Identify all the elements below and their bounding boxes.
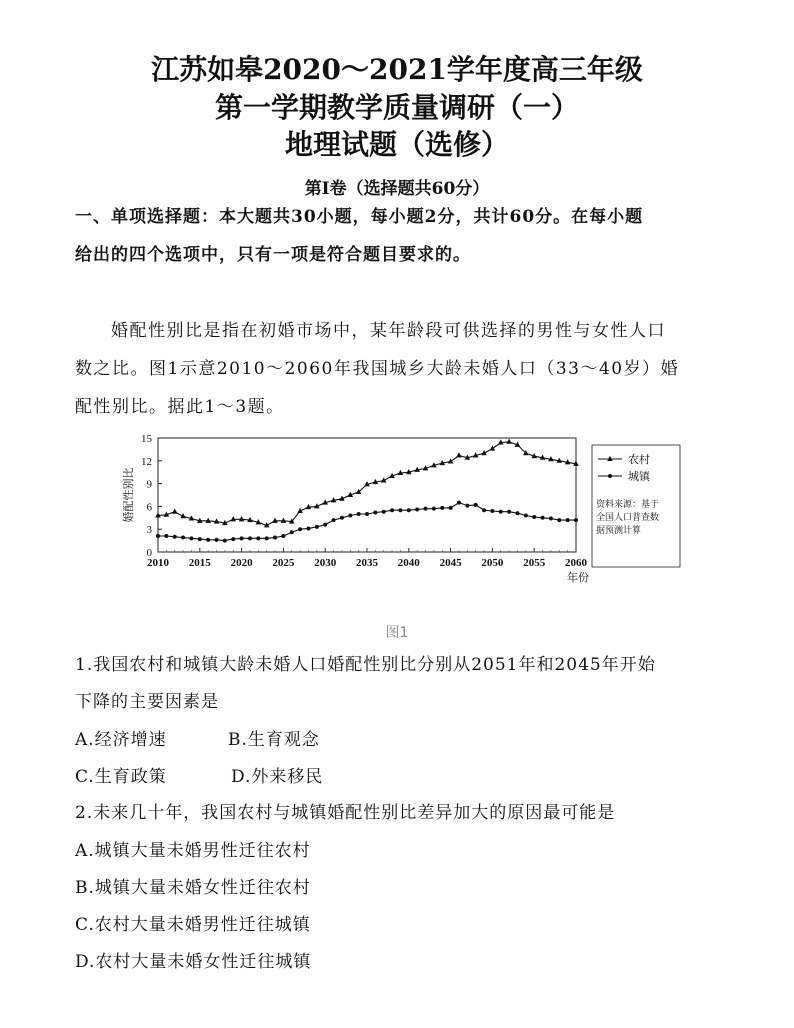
- urban-point: [298, 527, 302, 531]
- x-axis-label: 年份: [567, 571, 589, 584]
- source-note-line: 全国人口普查数: [596, 513, 660, 523]
- q2-option-c: C.农村大量未婚男性迁往城镇: [75, 915, 311, 935]
- urban-point: [215, 538, 219, 542]
- urban-point: [206, 538, 210, 542]
- urban-point: [198, 537, 202, 541]
- rural-point: [230, 516, 236, 521]
- legend-label: 城镇: [628, 470, 650, 483]
- urban-point: [281, 534, 285, 538]
- y-tick-label: 9: [146, 478, 152, 491]
- urban-point: [173, 535, 177, 539]
- part-heading: 第Ⅰ卷（选择题共60分）: [304, 179, 490, 199]
- q1-option-c: C.生育政策: [75, 767, 167, 787]
- urban-point: [315, 525, 319, 529]
- q1-option-d: D.外来移民: [231, 767, 324, 787]
- x-tick-label: 2020: [230, 557, 253, 569]
- urban-point: [474, 503, 478, 507]
- urban-point: [557, 518, 561, 522]
- source-note-line: 资料来源：基于: [596, 500, 660, 510]
- x-tick-label: 2010: [147, 557, 169, 569]
- exam-title-line1: 江苏如皋2020～2021学年度高三年级: [151, 53, 643, 86]
- x-tick-label: 2035: [356, 557, 378, 569]
- y-tick-label: 15: [141, 433, 152, 445]
- rural-point: [506, 439, 512, 444]
- urban-point: [424, 507, 428, 511]
- rural-point: [281, 518, 287, 523]
- section-instruction: [75, 198, 725, 274]
- q2-option-a: A.城镇大量未婚男性迁往农村: [75, 841, 311, 861]
- y-tick-label: 0: [146, 547, 152, 559]
- q1-stem-line2: 下降的主要因素是: [75, 692, 219, 712]
- y-tick-label: 6: [146, 501, 152, 514]
- q1-option-b: B.生育观念: [228, 730, 320, 750]
- urban-point: [265, 536, 269, 540]
- rural-point: [239, 516, 245, 521]
- legend-circle-marker: [608, 474, 612, 478]
- urban-point: [415, 507, 419, 511]
- source-note-line: 据预测计算: [596, 526, 642, 536]
- urban-point: [449, 506, 453, 510]
- urban-point: [189, 536, 193, 540]
- q1-stem-line1: 1.我国农村和城镇大龄未婚人口婚配性别比分别从2051年和2045年开始: [75, 655, 656, 675]
- urban-point: [373, 510, 377, 514]
- urban-point: [566, 518, 570, 522]
- figure-caption: 图1: [385, 625, 409, 641]
- rural-point: [490, 445, 496, 450]
- section-instruction-line1: 一、单项选择题：本大题共30小题，每小题2分，共计60分。在每小题: [75, 207, 644, 227]
- legend-triangle-marker: [607, 456, 613, 461]
- urban-point: [290, 530, 294, 534]
- urban-point: [532, 515, 536, 519]
- series-line-urban: [158, 503, 576, 541]
- urban-point: [490, 509, 494, 513]
- urban-point: [465, 504, 469, 508]
- urban-point: [357, 512, 361, 516]
- urban-point: [574, 518, 578, 522]
- urban-point: [164, 534, 168, 538]
- urban-point: [407, 508, 411, 512]
- rural-point: [448, 458, 454, 463]
- urban-point: [223, 539, 227, 543]
- urban-point: [273, 536, 277, 540]
- y-tick-label: 3: [146, 524, 152, 537]
- x-tick-label: 2050: [481, 557, 504, 569]
- urban-point: [365, 512, 369, 516]
- urban-point: [306, 526, 310, 530]
- urban-point: [482, 508, 486, 512]
- plot-frame: [158, 438, 576, 552]
- x-tick-label: 2045: [439, 557, 462, 569]
- sex-ratio-chart: [110, 425, 660, 595]
- urban-point: [390, 508, 394, 512]
- urban-point: [549, 517, 553, 521]
- rural-point: [456, 452, 462, 457]
- x-tick-label: 2025: [272, 557, 295, 569]
- urban-point: [499, 510, 503, 514]
- urban-point: [340, 516, 344, 520]
- q1-option-a: A.经济增速: [75, 730, 167, 750]
- q2-stem: 2.未来几十年，我国农村与城镇婚配性别比差异加大的原因最可能是: [75, 803, 616, 823]
- chart-axes: [121, 433, 589, 584]
- x-tick-label: 2015: [188, 557, 211, 569]
- q2-option-d: D.农村大量未婚女性迁往城镇: [75, 952, 312, 972]
- urban-point: [256, 536, 260, 540]
- urban-point: [524, 514, 528, 518]
- section-instruction-line2: 给出的四个选项中，只有一项是符合题目要求的。: [75, 245, 471, 265]
- exam-title-line2: 第一学期教学质量调研（一）: [214, 91, 579, 124]
- intro-line3: 配性别比。据此1～3题。: [75, 397, 285, 417]
- urban-point: [507, 510, 511, 514]
- x-tick-label: 2060: [565, 557, 587, 569]
- intro-line1-text: 婚配性别比是指在初婚市场中，某年龄段可供选择的男性与女性人口: [111, 321, 666, 341]
- chart-series: [155, 439, 579, 543]
- urban-point: [541, 516, 545, 520]
- urban-point: [432, 507, 436, 511]
- legend-label: 农村: [628, 453, 650, 466]
- intro-line1: [75, 312, 725, 350]
- intro-line2: 数之比。图1示意2010～2060年我国城乡大龄未婚人口（33～40岁）婚: [75, 359, 680, 379]
- urban-point: [398, 508, 402, 512]
- intro-paragraph: [75, 312, 725, 426]
- urban-point: [181, 536, 185, 540]
- q2-option-b: B.城镇大量未婚女性迁往农村: [75, 878, 311, 898]
- urban-point: [457, 501, 461, 505]
- y-tick-label: 12: [141, 455, 152, 468]
- exam-title-line3: 地理试题（选修）: [284, 128, 509, 161]
- urban-point: [248, 536, 252, 540]
- chart-legend: [592, 445, 680, 567]
- urban-point: [323, 523, 327, 527]
- urban-point: [348, 514, 352, 518]
- y-axis-label: 婚配性别比: [122, 467, 135, 523]
- urban-point: [332, 518, 336, 522]
- urban-point: [231, 537, 235, 541]
- urban-point: [440, 506, 444, 510]
- urban-point: [156, 534, 160, 538]
- urban-point: [382, 510, 386, 514]
- rural-point: [205, 518, 211, 523]
- x-tick-label: 2030: [314, 557, 337, 569]
- x-tick-label: 2040: [397, 557, 420, 569]
- rural-point: [272, 518, 278, 523]
- urban-point: [515, 511, 519, 515]
- rural-point: [172, 509, 178, 514]
- urban-point: [240, 536, 244, 540]
- x-tick-label: 2055: [523, 557, 546, 569]
